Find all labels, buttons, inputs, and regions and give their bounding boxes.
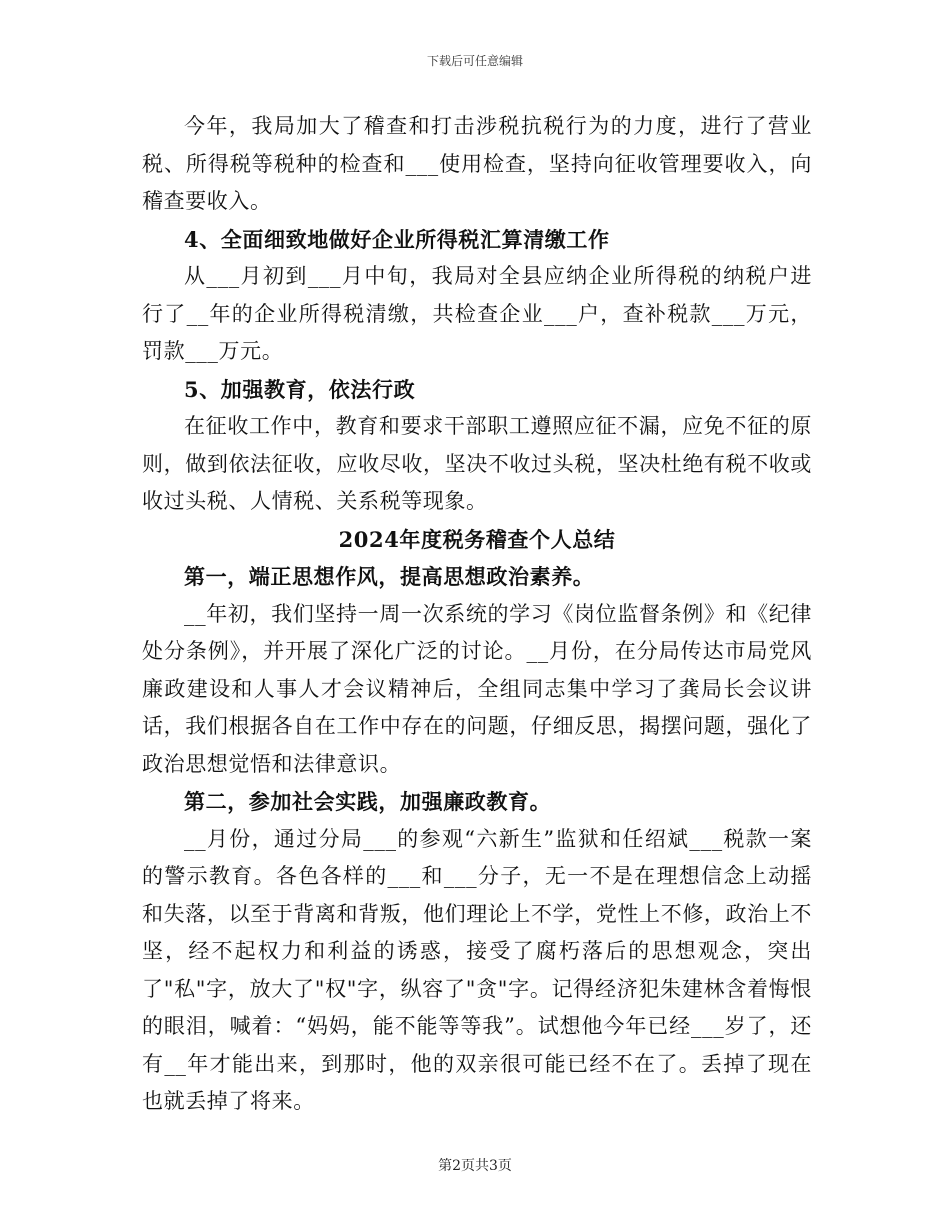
paragraph-intro: 今年，我局加大了稽查和打击涉税抗税行为的力度，进行了营业税、所得税等税种的检查和___使用检查，坚持向征收管理要收入，向稽查要收入。 <box>142 114 812 213</box>
section-heading-first: 第一，端正思想作风，提高思想政治素养。 <box>184 564 595 589</box>
paragraph-section-4: 从___月初到___月中旬，我局对全县应纳企业所得税的纳税户进行了__年的企业所得税清缴，共检查企业___户，查补税款___万元，罚款___万元。 <box>142 264 812 363</box>
section-heading-5: 5、加强教育，依法行政 <box>184 376 416 402</box>
paragraph-second: __月份，通过分局___的参观“六新生”监狱和任绍斌___税款一案的警示教育。各色各样的___和___分子，无一不是在理想信念上动摇和失落，以至于背离和背叛，他们理论上不学，党性上不修，政治上不坚，经不起权力和利益的诱惑，接受了腐朽落后的思想观念，突出了"私"字，放大了"权"字，纵容了"贪"字。记得经济犯朱建林含着悔恨的眼泪，喊着：“妈妈，能不能等等我”。试想他今年已经___岁了，还有__年才能出来，到那时，他的双亲很可能已经不在了。丢掉了现在也就丢掉了将来。 <box>142 826 812 1113</box>
page-number: 第2页共3页 <box>438 1158 512 1174</box>
document-body <box>142 108 812 1121</box>
document-title: 2024年度税务稽查个人总结 <box>338 526 616 552</box>
paragraph-section-5: 在征收工作中，教育和要求干部职工遵照应征不漏，应免不征的原则，做到依法征收，应收尽收，坚决不收过头税，坚决杜绝有税不收或收过头税、人情税、关系税等现象。 <box>142 414 812 513</box>
section-heading-4: 4、全面细致地做好企业所得税汇算清缴工作 <box>184 226 610 252</box>
section-heading-second: 第二，参加社会实践，加强廉政教育。 <box>184 789 552 814</box>
paragraph-first: __年初，我们坚持一周一次系统的学习《岗位监督条例》和《纪律处分条例》，并开展了深化广泛的讨论。__月份，在分局传达市局党风廉政建设和人事人才会议精神后，全组同志集中学习了龚局长会议讲话，我们根据各自在工作中存在的问题，仔细反思，揭摆问题，强化了政治思想觉悟和法律意识。 <box>142 601 812 776</box>
page-header-note: 下载后可任意编辑 <box>426 54 523 68</box>
